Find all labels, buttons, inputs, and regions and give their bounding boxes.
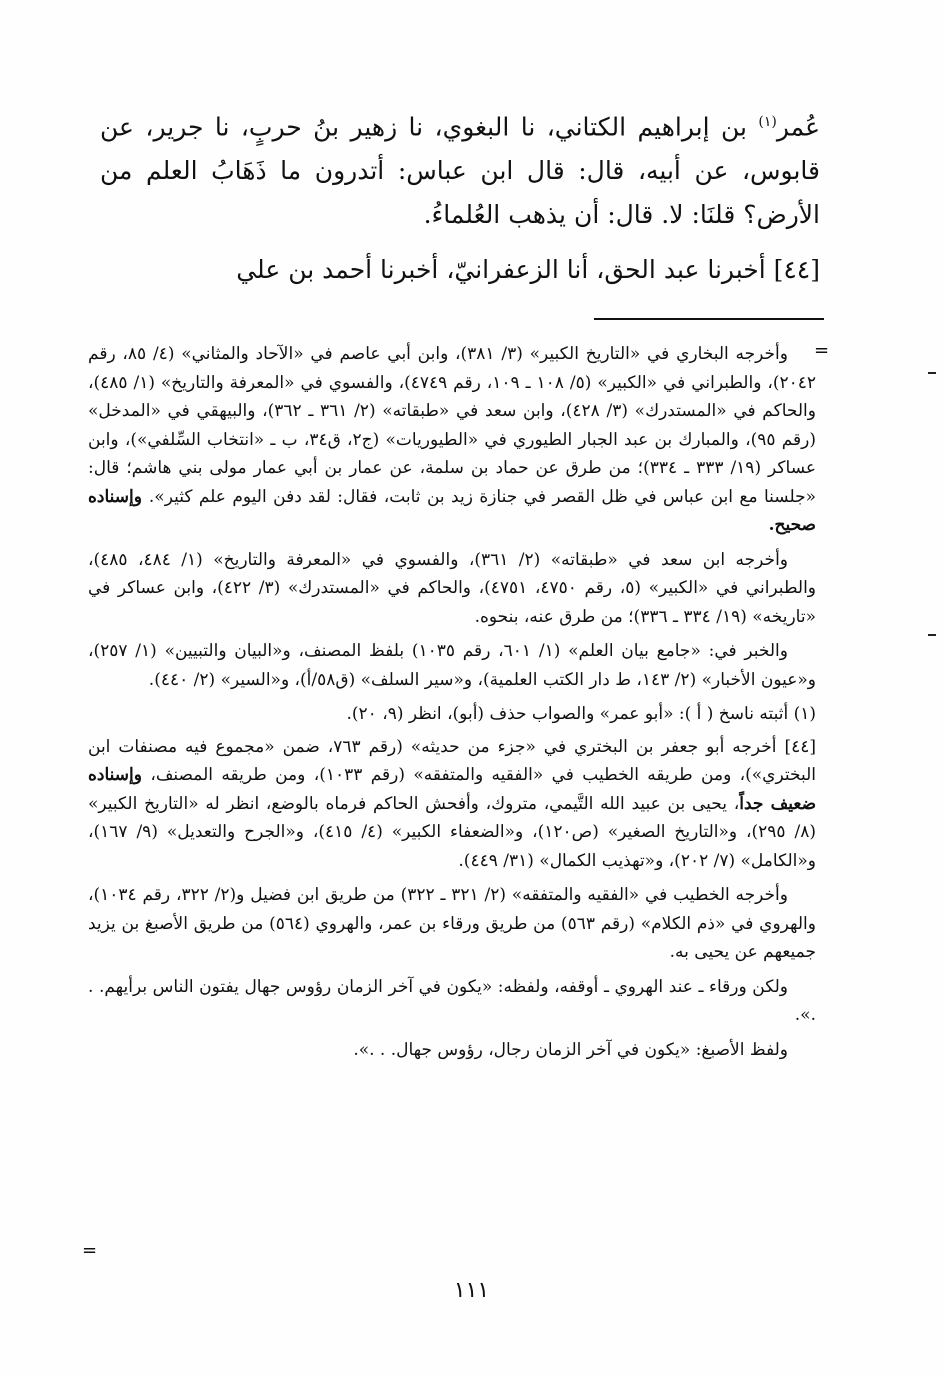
footnote-para: وأخرجه الخطيب في «الفقيه والمتفقه» (٢/ ٣٢١ ـ ٣٢٢) من طريق ابن فضيل و(٢/ ٣٢٢، رقم ١٠٣٤)، والهروي في «ذم الكلام» (رقم ٥٦٣) من طريق ورقاء بن عمر، والهروي (٥٦٤) من طريق الأصبغ بن يزيد جميعهم عن يحيى به. [88,885,816,962]
main-word-omar: عُمر [776,112,820,142]
page-number: ١١١ [453,1278,490,1303]
main-text-1: بن إبراهيم الكتاني، نا البغوي، نا زهير بنُ حربٍ، نا جرير، عن قابوس، عن أبيه، قال: قال ابن عباس: أتدرون ما ذَهَابُ العلم من الأرض؟ قلنَا: لا. قال: أن يذهب العُلماءُ. [100,112,820,230]
footnote-separator [594,318,824,320]
footnote-para: والخبر في: «جامع بيان العلم» (١/ ٦٠١، رقم ١٠٣٥) بلفظ المصنف، و«البيان والتبيين» (١/ ٢٥٧)، و«عيون الأخبار» (٢/ ١٤٣، ط دار الكتب العلمية)، و«سير السلف» (ق٥٨/أ)، و«السير» (٢/ ٤٤٠). [88,641,816,690]
margin-mark [928,372,936,374]
footnote-bold: وإسناده صحيح. [88,486,816,535]
footnote-para: ولكن ورقاء ـ عند الهروي ـ أوقفه، ولفظه: «يكون في آخر الزمان رؤوس جهال يفتون الناس برأيهم. . .». [88,976,816,1025]
footnotes-block [88,340,816,1064]
footnote-44 [88,733,816,876]
main-paragraph-1 [100,100,820,237]
margin-mark [928,634,936,636]
continuation-marker-bottom: = [82,1240,98,1261]
footnote-ref-1: (١) [758,114,777,130]
footnote-text: وأخرجه البخاري في «التاريخ الكبير» (٣/ ٣٨١)، وابن أبي عاصم في «الآحاد والمثاني» (٤/ ٨٥، رقم ٢٠٤٢)، والطبراني في «الكبير» (٥/ ١٠٨ ـ ١٠٩، رقم ٤٧٤٩)، والفسوي في «المعرفة والتاريخ» (١/ ٤٨٥)، والحاكم في «المستدرك» (٣/ ٤٢٨)، وابن سعد في «طبقاته» (٢/ ٣٦١ ـ ٣٦٢)، والبيهقي في «المدخل» (رقم ٩٥)، والمبارك بن عبد الجبار الطيوري في «الطيوريات» (ج٢، ق٣٤، ب ـ «انتخاب السِّلفي»)، وابن عساكر (١٩/ ٣٣٣ ـ ٣٣٤)؛ من طرق عن حماد بن سلمة، عن عمار بن أبي عمار مولى بني هاشم؛ قال: «جلسنا مع ابن عباس في ظل القصر في جنازة زيد بن ثابت، فقال: لقد دفن اليوم علم كثير». [88,344,817,507]
footnote-bold: وإسناده ضعيف جداً [88,765,816,814]
footnote-text: ، يحيى بن عبيد الله التَّيمي، متروك، وأفحش الحاكم فرماه بالوضع، انظر له «التاريخ الكبير» (٨/ ٢٩٥)، و«التاريخ الصغير» (ص١٢٠)، و«الضعفاء الكبير» (٤/ ٤١٥)، و«الجرح والتعديل» (٩/ ١٦٧)، و«الكامل» (٧/ ٢٠٢)، و«تهذيب الكمال» (٣١/ ٤٤٩). [88,793,816,871]
footnote-para: ولفظ الأصبغ: «يكون في آخر الزمان رجال، رؤوس جهال. . .». [353,1039,788,1060]
footnote-para [88,340,816,540]
footnote-text: [٤٤] أخرجه أبو جعفر بن البختري في «جزء من حديثه» (رقم ٧٦٣، ضمن «مجموع فيه مصنفات ابن البختري»)، ومن طريقه الخطيب في «الفقيه والمتفقه» (رقم ١٠٣٣)، ومن طريقه المصنف، [88,736,816,785]
footnote-1: (١) أثبته ناسخ ( أ ): «أبو عمر» والصواب حذف (أبو)، انظر (٩، ٢٠). [346,704,816,724]
continuation-marker-top: = [814,340,830,361]
main-paragraph-2: [٤٤] أخبرنا عبد الحق، أنا الزعفرانيّ، أخبرنا أحمد بن علي [236,255,820,284]
footnote-para: وأخرجه ابن سعد في «طبقاته» (٢/ ٣٦١)، والفسوي في «المعرفة والتاريخ» (١/ ٤٨٤، ٤٨٥)، والطبراني في «الكبير» (٥، رقم ٤٧٥٠، ٤٧٥١)، والحاكم في «المستدرك» (٣/ ٤٢٢)، وابن عساكر في «تاريخه» (١٩/ ٣٣٤ ـ ٣٣٦)؛ من طرق عنه، بنحوه. [88,549,816,627]
